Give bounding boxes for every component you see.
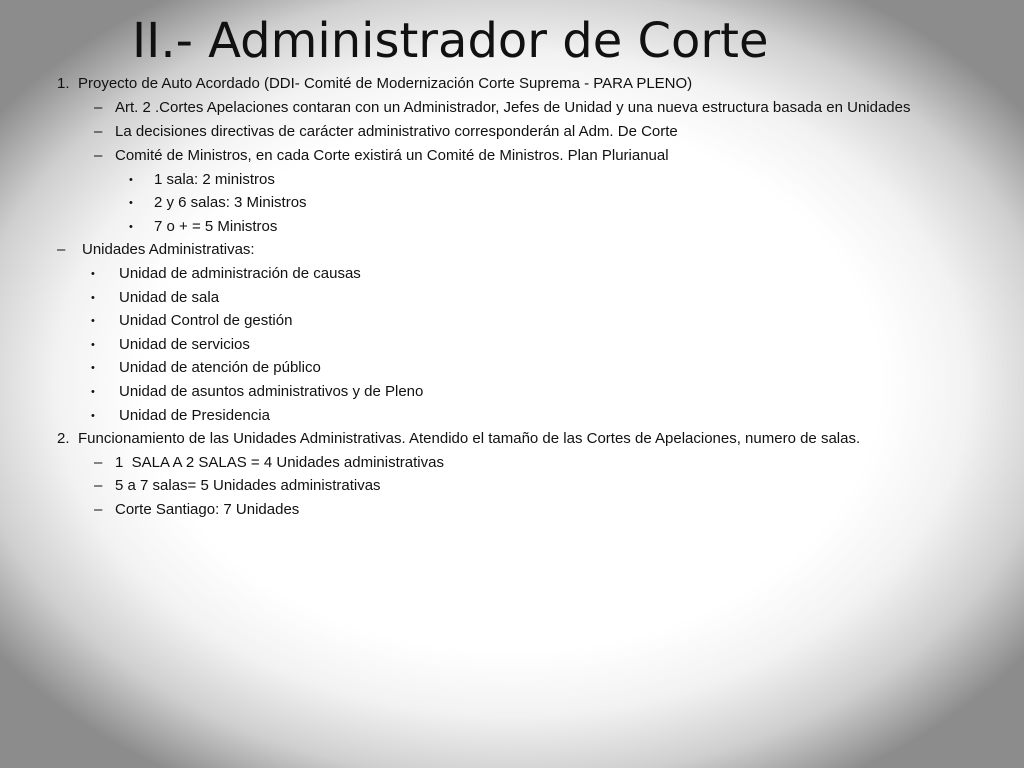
list-item-text: 2 y 6 salas: 3 Ministros: [154, 194, 307, 211]
dash-marker: –: [94, 501, 103, 518]
list-item-text: Unidad de atención de público: [119, 359, 321, 376]
list-item-text: Proyecto de Auto Acordado (DDI- Comité de Modernización Corte Suprema - PARA PLENO): [78, 75, 693, 92]
bullet-marker: •: [91, 386, 95, 398]
list-item-text: 5 a 7 salas= 5 Unidades administrativas: [115, 477, 381, 494]
list-number: 2.: [57, 430, 70, 447]
bullet-marker: •: [91, 268, 95, 280]
list-item-text: Comité de Ministros, en cada Corte existirá un Comité de Ministros. Plan Plurianual: [115, 147, 669, 164]
bullet-marker: •: [129, 197, 133, 209]
list-item-text: Unidad de servicios: [119, 336, 250, 353]
list-item-text: Unidad de sala: [119, 289, 220, 306]
list-item-text: Art. 2 .Cortes Apelaciones contaran con un Administrador, Jefes de Unidad y una nueva estructura basada en Unidades: [115, 99, 911, 116]
bullet-marker: •: [91, 339, 95, 351]
dash-marker: –: [94, 99, 103, 116]
dash-marker: –: [94, 123, 103, 140]
list-item-text: Unidad Control de gestión: [119, 312, 293, 329]
dash-marker: –: [94, 477, 103, 494]
list-item-text: Unidad de administración de causas: [119, 265, 361, 282]
list-item-text: Unidad de Presidencia: [119, 407, 270, 424]
bullet-marker: •: [129, 174, 133, 186]
bullet-marker: •: [129, 221, 133, 233]
list-item-text: Corte Santiago: 7 Unidades: [115, 501, 300, 518]
dash-marker: –: [57, 241, 66, 258]
list-item-text: 7 o + = 5 Ministros: [154, 218, 278, 235]
list-item-text: 1 SALA A 2 SALAS = 4 Unidades administrativas: [115, 454, 444, 471]
bullet-marker: •: [91, 292, 95, 304]
bullet-marker: •: [91, 410, 95, 422]
bullet-marker: •: [91, 362, 95, 374]
list-item-text: Funcionamiento de las Unidades Administrativas. Atendido el tamaño de las Cortes de Apelaciones, numero de salas.: [78, 430, 861, 447]
slide-title: II.- Administrador de Corte: [132, 13, 769, 69]
bullet-marker: •: [91, 315, 95, 327]
list-item-text: La decisiones directivas de carácter administrativo corresponderán al Adm. De Corte: [115, 123, 678, 140]
list-item-text: Unidades Administrativas:: [82, 241, 255, 258]
dash-marker: –: [94, 454, 103, 471]
list-item-text: 1 sala: 2 ministros: [154, 171, 275, 188]
list-item-text: Unidad de asuntos administrativos y de Pleno: [119, 383, 424, 400]
dash-marker: –: [94, 147, 103, 164]
list-number: 1.: [57, 75, 70, 92]
